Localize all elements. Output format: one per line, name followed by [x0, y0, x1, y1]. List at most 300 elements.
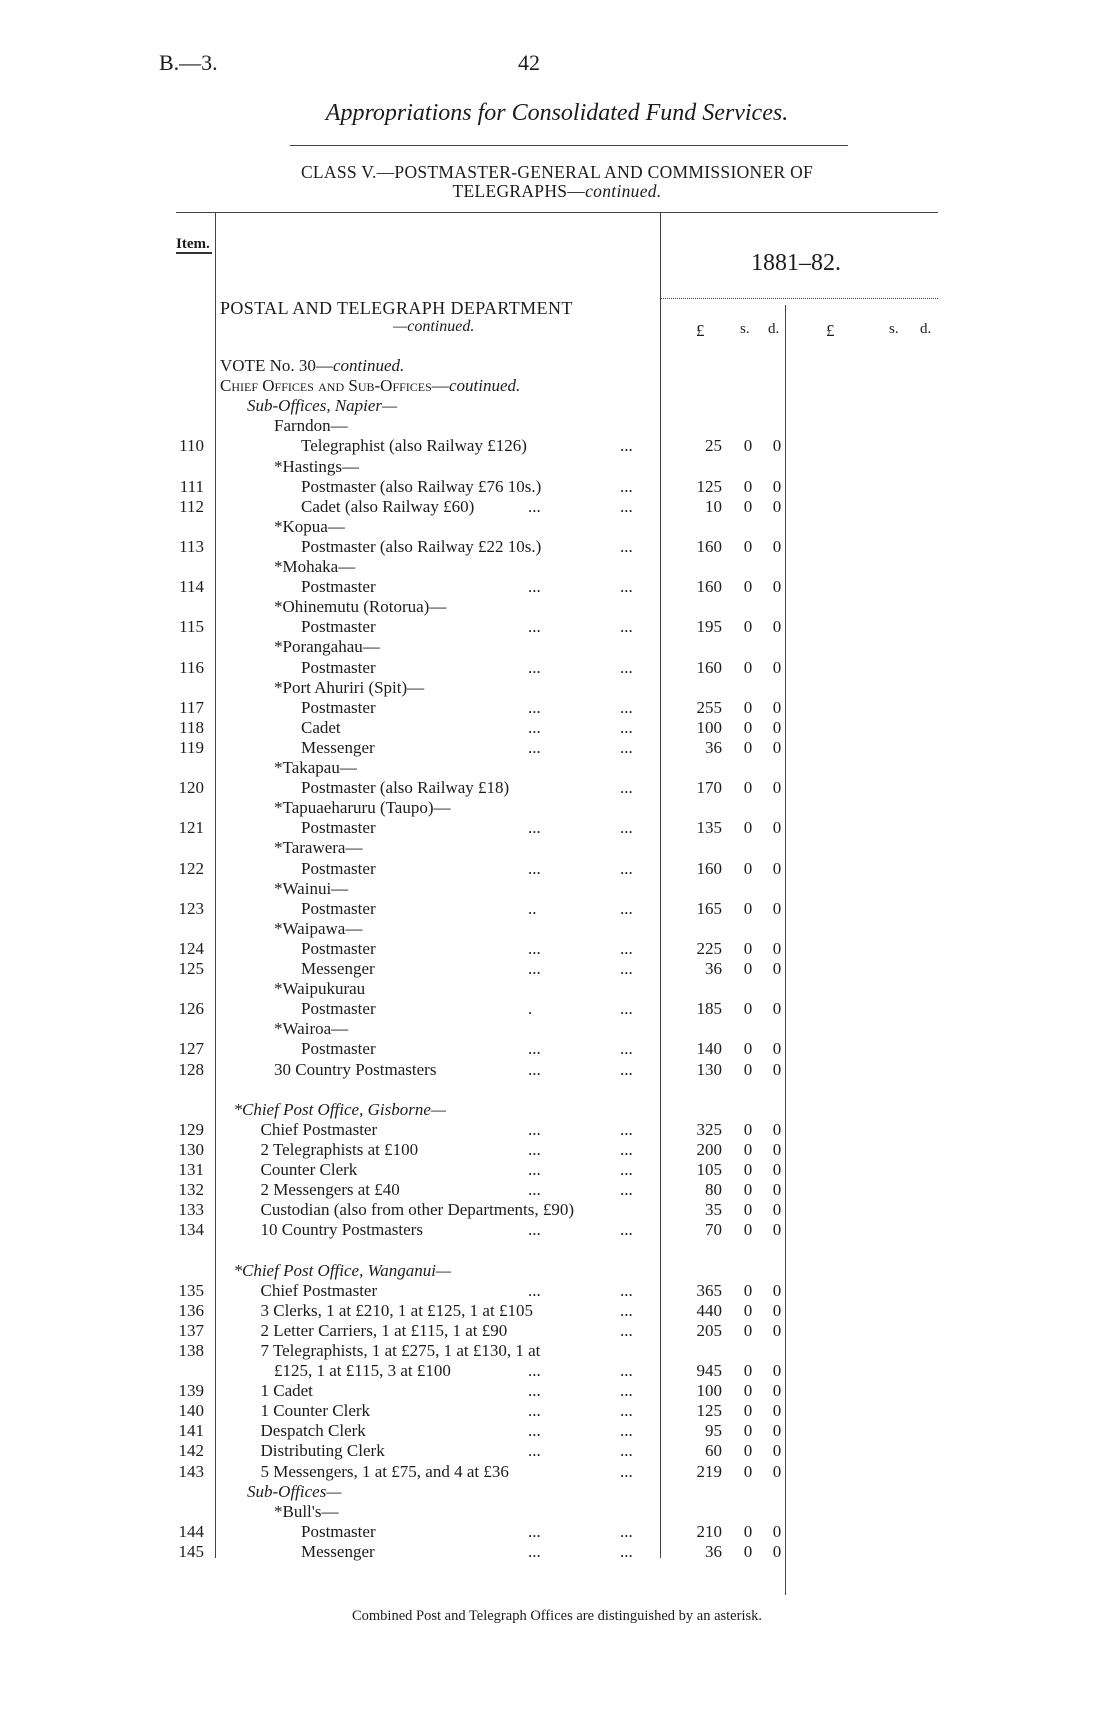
leader-dots: ...	[620, 1160, 633, 1179]
amount-pounds: 10	[705, 496, 722, 516]
amount-pounds: 105	[696, 1160, 722, 1179]
leader-dots: ...	[620, 577, 633, 597]
table-row	[0, 1522, 1114, 1542]
table-row	[0, 798, 1114, 818]
amount-shillings: 0	[743, 617, 753, 637]
table-row	[0, 356, 1114, 376]
amount-pence: 0	[772, 737, 782, 757]
table-row	[0, 899, 1114, 919]
amount-shillings: 0	[743, 577, 753, 597]
table-row	[0, 1281, 1114, 1301]
item-number: 112	[179, 496, 204, 516]
amount-pence: 0	[772, 617, 782, 637]
amount-pounds: 160	[696, 536, 722, 556]
amount-shillings: 0	[743, 1200, 753, 1220]
row-description: Telegraphist (also Railway £126)	[301, 436, 527, 456]
amount-pounds: 219	[696, 1461, 722, 1481]
leader-dots: ...	[620, 436, 633, 456]
table-row	[0, 1542, 1114, 1562]
currency-pence-1: d.	[768, 321, 780, 337]
item-number: 140	[178, 1401, 204, 1421]
leader-dots: ...	[528, 959, 541, 978]
row-description: 2 Telegraphists at £100	[260, 1139, 419, 1159]
table-row	[0, 959, 1114, 979]
amount-pence: 0	[772, 697, 782, 717]
amount-pence: 0	[772, 496, 782, 516]
table-row	[0, 416, 1114, 436]
amount-pounds: 255	[696, 697, 722, 717]
leader-dots: ...	[620, 1461, 633, 1481]
amount-pence: 0	[772, 778, 782, 798]
leader-dots: ...	[620, 959, 633, 978]
table-row	[0, 557, 1114, 577]
table-row	[0, 818, 1114, 838]
table-row	[0, 1160, 1114, 1180]
item-number: 121	[178, 818, 204, 838]
table-row	[0, 1240, 1114, 1260]
amount-pence: 0	[772, 818, 782, 838]
item-number: 125	[178, 959, 204, 978]
table-row	[0, 1502, 1114, 1522]
row-description: Messenger	[301, 959, 375, 978]
row-description-suffix: coutinued.	[449, 376, 521, 396]
row-description: Cadet	[301, 717, 341, 737]
amount-pence: 0	[772, 999, 782, 1019]
leader-dots: ...	[620, 717, 633, 737]
table-row	[0, 497, 1114, 517]
item-number: 115	[179, 617, 204, 637]
page-title: Appropriations for Consolidated Fund Services.	[325, 100, 789, 126]
row-description: Postmaster	[301, 898, 376, 918]
item-number: 134	[178, 1220, 204, 1240]
table-row	[0, 919, 1114, 939]
amount-shillings: 0	[743, 1320, 753, 1340]
amount-pounds: 200	[696, 1139, 722, 1159]
amount-shillings: 0	[743, 1361, 753, 1380]
item-number: 126	[178, 999, 204, 1019]
leader-dots: ...	[528, 1541, 541, 1561]
row-description: Postmaster	[301, 1521, 376, 1541]
row-description: 2 Messengers at £40	[260, 1180, 400, 1200]
leader-dots: ...	[620, 1401, 633, 1421]
row-description: *Hastings—	[274, 456, 359, 476]
amount-pence: 0	[772, 1280, 782, 1300]
amount-pence: 0	[772, 1361, 782, 1380]
leader-dots: ...	[620, 1039, 633, 1059]
table-row	[0, 1401, 1114, 1421]
amount-shillings: 0	[743, 1039, 753, 1059]
row-description: 3 Clerks, 1 at £210, 1 at £125, 1 at £105	[260, 1300, 533, 1320]
table-row	[0, 537, 1114, 557]
amount-shillings: 0	[743, 1180, 753, 1200]
row-description: Postmaster	[301, 697, 376, 717]
leader-dots: ...	[620, 536, 633, 556]
amount-shillings: 0	[743, 938, 753, 958]
amount-pence: 0	[772, 1320, 782, 1340]
amount-pounds: 25	[705, 436, 722, 456]
item-number: 130	[178, 1139, 204, 1159]
leader-dots: .	[528, 999, 533, 1019]
amount-pounds: 36	[705, 1541, 722, 1561]
item-number: 120	[178, 778, 204, 798]
amount-shillings: 0	[743, 858, 753, 878]
leader-dots: ...	[620, 737, 633, 757]
item-number: 139	[178, 1381, 204, 1401]
row-description: Farndon—	[274, 416, 348, 436]
amount-pence: 0	[772, 476, 782, 496]
amount-pounds: 440	[696, 1300, 722, 1320]
department-continued: —continued.	[393, 318, 475, 335]
row-description: *Wairoa—	[274, 1019, 349, 1039]
amount-pounds: 205	[696, 1320, 722, 1340]
leader-dots: ...	[620, 1421, 633, 1441]
amount-pence: 0	[772, 657, 782, 677]
amount-shillings: 0	[743, 1300, 753, 1320]
amount-shillings: 0	[743, 778, 753, 798]
row-description: Postmaster	[301, 1039, 376, 1059]
amount-shillings: 0	[743, 1160, 753, 1179]
item-number: 124	[178, 938, 204, 958]
item-number: 136	[178, 1300, 204, 1320]
row-description: *Tapuaeharuru (Taupo)—	[274, 798, 451, 818]
leader-dots: ...	[528, 1381, 541, 1401]
table-row	[0, 678, 1114, 698]
table-row	[0, 617, 1114, 637]
amount-shillings: 0	[743, 436, 753, 456]
amount-pounds: 365	[696, 1280, 722, 1300]
table-row	[0, 859, 1114, 879]
document-reference: B.—3.	[159, 50, 218, 75]
table-row	[0, 1120, 1114, 1140]
row-description: 5 Messengers, 1 at £75, and 4 at £36	[260, 1461, 509, 1481]
table-row	[0, 979, 1114, 999]
class-heading-line2	[0, 181, 1114, 202]
row-description: Postmaster	[301, 818, 376, 838]
amount-shillings: 0	[743, 1139, 753, 1159]
table-row	[0, 758, 1114, 778]
amount-pence: 0	[772, 1421, 782, 1441]
amount-shillings: 0	[743, 1541, 753, 1561]
row-description: 10 Country Postmasters	[260, 1220, 423, 1240]
row-description: *Chief Post Office, Wanganui—	[233, 1260, 452, 1280]
amount-pounds: 140	[696, 1039, 722, 1059]
table-row	[0, 1080, 1114, 1100]
leader-dots: ...	[528, 737, 541, 757]
leader-dots: ...	[528, 1521, 541, 1541]
currency-pence-2: d.	[920, 321, 932, 337]
row-description: Chief Postmaster	[260, 1119, 378, 1139]
leader-dots: ...	[528, 1280, 541, 1300]
item-number: 141	[178, 1421, 204, 1441]
table-row	[0, 1341, 1114, 1361]
leader-dots: ...	[528, 1160, 541, 1179]
row-description: *Mohaka—	[274, 557, 356, 576]
amount-shillings: 0	[743, 496, 753, 516]
item-number: 132	[178, 1180, 204, 1200]
item-number: 128	[178, 1059, 204, 1079]
amount-shillings: 0	[743, 959, 753, 978]
amount-pence: 0	[772, 1541, 782, 1561]
table-row	[0, 457, 1114, 477]
table-row	[0, 1100, 1114, 1120]
leader-dots: ...	[528, 1220, 541, 1240]
footnote: Combined Post and Telegraph Offices are distinguished by an asterisk.	[351, 1608, 762, 1624]
leader-dots: ...	[620, 657, 633, 677]
table-row	[0, 718, 1114, 738]
row-description: 1 Counter Clerk	[260, 1401, 371, 1421]
row-description: Postmaster	[301, 858, 376, 878]
amount-pounds: 165	[696, 898, 722, 918]
amount-pence: 0	[772, 1119, 782, 1139]
table-row	[0, 658, 1114, 678]
leader-dots: ...	[620, 858, 633, 878]
row-description: *Chief Post Office, Gisborne—	[233, 1099, 446, 1119]
leader-dots: ...	[528, 1421, 541, 1441]
row-description: Postmaster (also Railway £76 10s.)	[301, 476, 542, 496]
table-row	[0, 637, 1114, 657]
title-rule	[290, 145, 848, 146]
table-row	[0, 838, 1114, 858]
table-row	[0, 1180, 1114, 1200]
leader-dots: ...	[620, 999, 633, 1019]
amount-pounds: 170	[696, 778, 722, 798]
amount-pounds: 160	[696, 657, 722, 677]
amount-pence: 0	[772, 858, 782, 878]
row-description: Chief Offices and Sub-Offices—	[220, 376, 449, 396]
row-description: Chief Postmaster	[260, 1280, 378, 1300]
table-row	[0, 376, 1114, 396]
item-number: 129	[178, 1119, 204, 1139]
leader-dots: ...	[528, 1361, 541, 1380]
row-description: Counter Clerk	[260, 1160, 358, 1179]
table-row	[0, 1019, 1114, 1039]
amount-pence: 0	[772, 1039, 782, 1059]
leader-dots: ...	[528, 1180, 541, 1200]
row-description: Messenger	[301, 1541, 375, 1561]
page-number: 42	[518, 50, 540, 75]
table-row	[0, 517, 1114, 537]
currency-pound-1: £	[696, 321, 705, 340]
amount-shillings: 0	[743, 1119, 753, 1139]
amount-pounds: 225	[696, 938, 722, 958]
leader-dots: ...	[528, 1039, 541, 1059]
amount-pounds: 325	[696, 1119, 722, 1139]
amount-shillings: 0	[743, 657, 753, 677]
table-row	[0, 1421, 1114, 1441]
amount-pence: 0	[772, 1521, 782, 1541]
leader-dots: ...	[620, 938, 633, 958]
amount-pounds: 945	[696, 1361, 722, 1380]
table-row	[0, 477, 1114, 497]
leader-dots: ..	[528, 898, 537, 918]
table-row	[0, 1462, 1114, 1482]
item-column-header: Item.	[176, 236, 210, 252]
row-description: *Takapau—	[274, 758, 357, 777]
amount-pence: 0	[772, 536, 782, 556]
table-row	[0, 1441, 1114, 1461]
row-description-suffix: continued.	[333, 356, 405, 375]
table-row	[0, 1261, 1114, 1281]
row-description: Postmaster (also Railway £22 10s.)	[301, 536, 542, 556]
table-row	[0, 879, 1114, 899]
leader-dots: ...	[620, 1320, 633, 1340]
table-row	[0, 999, 1114, 1019]
leader-dots: ...	[620, 617, 633, 637]
amount-pence: 0	[772, 1059, 782, 1079]
row-description: Postmaster	[301, 657, 376, 677]
currency-pound-2: £	[826, 321, 835, 340]
table-row	[0, 1220, 1114, 1240]
leader-dots: ...	[620, 778, 633, 798]
amount-pounds: 125	[696, 476, 722, 496]
amount-pence: 0	[772, 1200, 782, 1220]
item-number: 127	[178, 1039, 204, 1059]
item-number: 119	[179, 737, 204, 757]
item-number: 137	[178, 1320, 204, 1340]
table-top-rule	[176, 212, 938, 213]
leader-dots: ...	[528, 1119, 541, 1139]
row-description: 7 Telegraphists, 1 at £275, 1 at £130, 1 at	[260, 1340, 541, 1360]
amount-shillings: 0	[743, 999, 753, 1019]
table-row	[0, 1301, 1114, 1321]
row-description: Messenger	[301, 737, 375, 757]
class-heading-line1: CLASS V.—POSTMASTER-GENERAL AND COMMISSIONER OF	[300, 162, 814, 182]
amount-pence: 0	[772, 1160, 782, 1179]
class-heading-continued: continued.	[585, 181, 662, 201]
leader-dots: ...	[620, 1300, 633, 1320]
item-number: 138	[178, 1340, 204, 1360]
table-row	[0, 1039, 1114, 1059]
table-row	[0, 778, 1114, 798]
amount-pence: 0	[772, 1461, 782, 1481]
row-description: Sub-Offices—	[247, 1481, 342, 1501]
amount-pence: 0	[772, 898, 782, 918]
amount-pence: 0	[772, 959, 782, 978]
amount-shillings: 0	[743, 697, 753, 717]
amount-shillings: 0	[743, 737, 753, 757]
row-description: Custodian (also from other Departments, £90)	[260, 1200, 574, 1220]
amount-shillings: 0	[743, 476, 753, 496]
item-number: 144	[178, 1521, 204, 1541]
row-description: *Porangahau—	[274, 637, 380, 657]
amount-pounds: 36	[705, 737, 722, 757]
amount-pence: 0	[772, 577, 782, 597]
row-description: Postmaster	[301, 938, 376, 958]
table-row	[0, 396, 1114, 416]
table-row	[0, 1200, 1114, 1220]
leader-dots: ...	[620, 1280, 633, 1300]
amount-shillings: 0	[743, 1421, 753, 1441]
amount-shillings: 0	[743, 1461, 753, 1481]
row-description: *Waipukurau	[274, 979, 366, 999]
row-description: Sub-Offices, Napier—	[247, 396, 398, 416]
item-number: 131	[178, 1160, 204, 1179]
item-number: 123	[178, 898, 204, 918]
item-number: 110	[179, 436, 204, 456]
leader-dots: ...	[620, 1521, 633, 1541]
table-row	[0, 1482, 1114, 1502]
table-row	[0, 698, 1114, 718]
item-number: 133	[178, 1200, 204, 1220]
amount-shillings: 0	[743, 1059, 753, 1079]
row-description: Postmaster	[301, 617, 376, 637]
currency-shilling-2: s.	[889, 321, 899, 337]
amount-pence: 0	[772, 1180, 782, 1200]
leader-dots: ...	[528, 938, 541, 958]
item-number: 113	[179, 536, 204, 556]
row-description: *Ohinemutu (Rotorua)—	[274, 597, 447, 617]
leader-dots: ...	[528, 1441, 541, 1461]
item-number: 143	[178, 1461, 204, 1481]
item-header-dash	[176, 252, 212, 254]
leader-dots: ...	[620, 476, 633, 496]
item-number: 118	[179, 717, 204, 737]
amount-pence: 0	[772, 717, 782, 737]
table-row	[0, 939, 1114, 959]
amount-pence: 0	[772, 1381, 782, 1401]
table-row	[0, 1381, 1114, 1401]
leader-dots: ...	[528, 697, 541, 717]
row-description: Postmaster	[301, 999, 376, 1019]
amount-pence: 0	[772, 1441, 782, 1461]
amount-pounds: 130	[696, 1059, 722, 1079]
item-number: 145	[178, 1541, 204, 1561]
leader-dots: ...	[620, 1361, 633, 1380]
table-row	[0, 577, 1114, 597]
leader-dots: ...	[528, 1059, 541, 1079]
amount-shillings: 0	[743, 818, 753, 838]
item-number: 114	[179, 577, 204, 597]
amount-pounds: 80	[705, 1180, 722, 1200]
leader-dots: ...	[528, 858, 541, 878]
leader-dots: ...	[528, 496, 541, 516]
leader-dots: ...	[528, 818, 541, 838]
table-row	[0, 738, 1114, 758]
row-description: Cadet (also Railway £60)	[301, 496, 475, 516]
row-description: Despatch Clerk	[260, 1421, 366, 1441]
leader-dots: ...	[620, 1441, 633, 1461]
leader-dots: ...	[620, 1541, 633, 1561]
amount-pounds: 125	[696, 1401, 722, 1421]
amount-pence: 0	[772, 436, 782, 456]
amount-shillings: 0	[743, 1280, 753, 1300]
leader-dots: ...	[620, 1220, 633, 1240]
item-number: 116	[179, 657, 204, 677]
amount-pounds: 100	[696, 717, 722, 737]
amount-pence: 0	[772, 1300, 782, 1320]
leader-dots: ...	[528, 577, 541, 597]
row-description: 30 Country Postmasters	[274, 1059, 437, 1079]
leader-dots: ...	[528, 717, 541, 737]
row-description: Postmaster (also Railway £18)	[301, 778, 510, 798]
row-description: 1 Cadet	[260, 1381, 313, 1401]
amount-shillings: 0	[743, 717, 753, 737]
amount-pence: 0	[772, 938, 782, 958]
amount-pounds: 70	[705, 1220, 722, 1240]
leader-dots: ...	[620, 1180, 633, 1200]
amount-pounds: 36	[705, 959, 722, 978]
leader-dots: ...	[620, 496, 633, 516]
item-number: 117	[179, 697, 204, 717]
table-row	[0, 1140, 1114, 1160]
amount-shillings: 0	[743, 1401, 753, 1421]
year-header: 1881–82.	[751, 250, 841, 276]
amount-pence: 0	[772, 1401, 782, 1421]
leader-dots: ...	[620, 1139, 633, 1159]
leader-dots: ...	[620, 697, 633, 717]
table-row	[0, 1060, 1114, 1080]
leader-dots: ...	[528, 617, 541, 637]
